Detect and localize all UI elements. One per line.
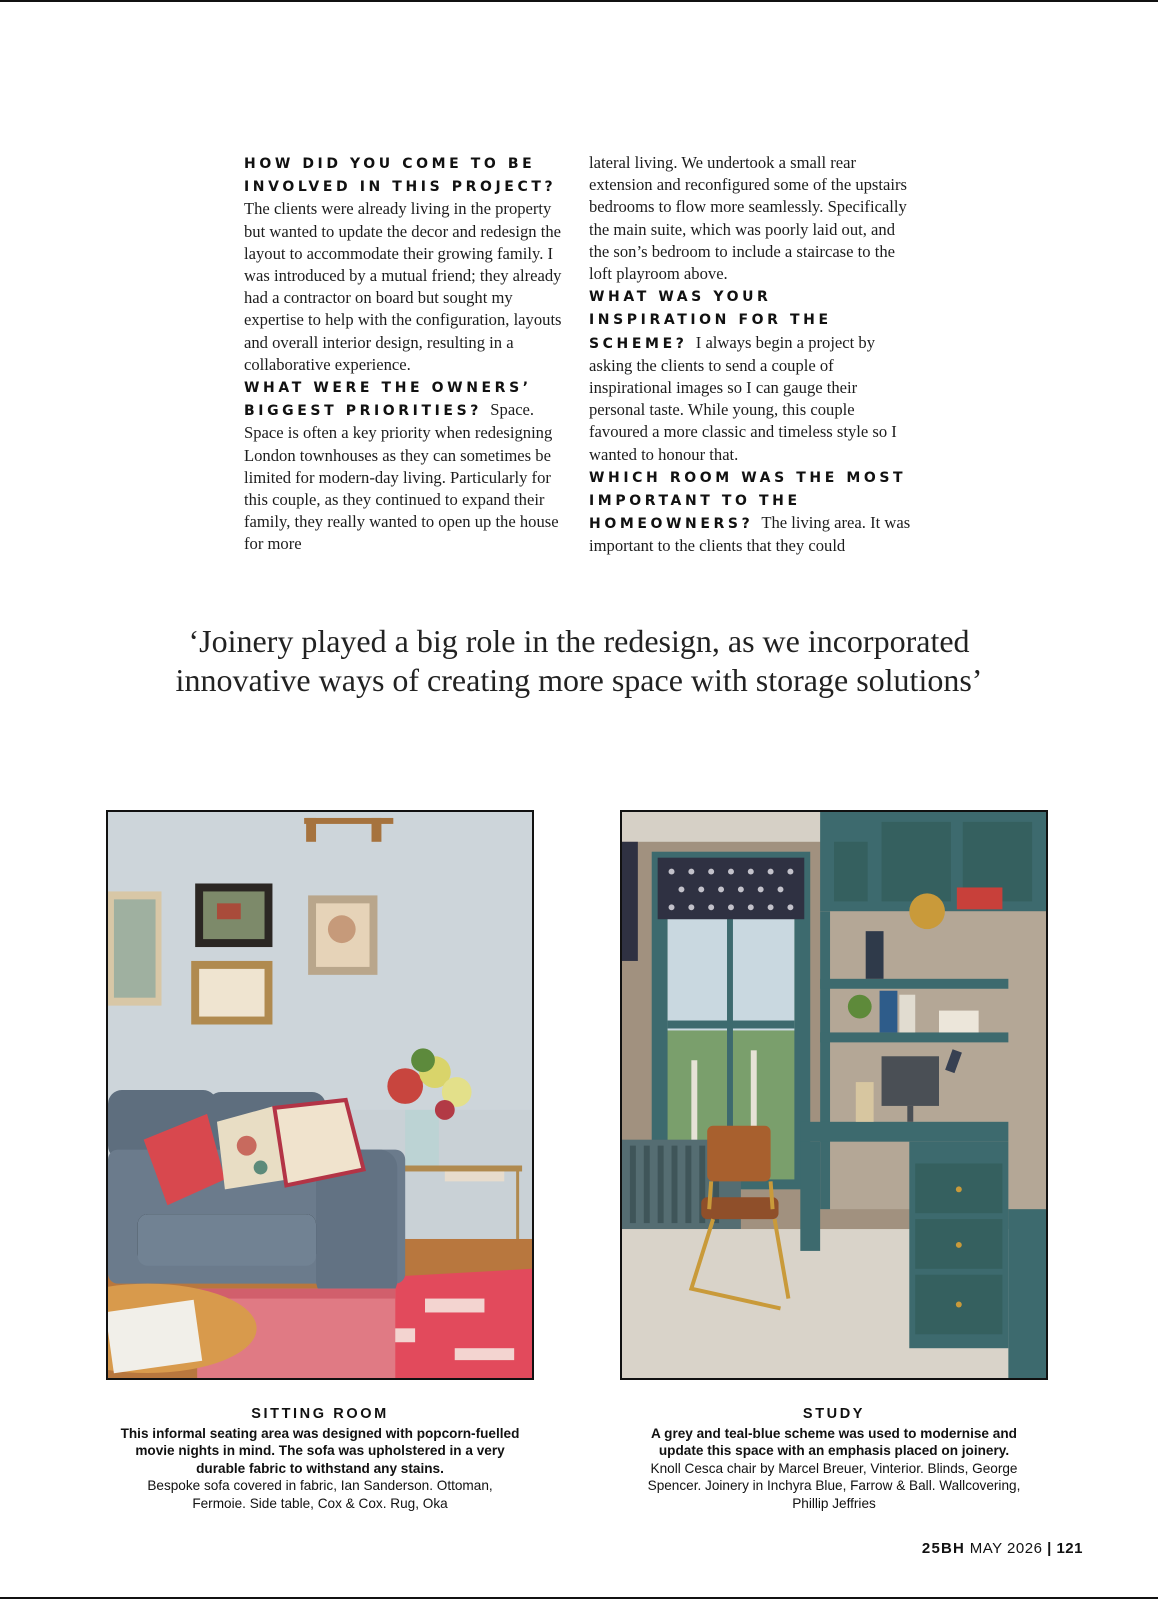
question-heading: WHICH ROOM WAS THE MOST IMPORTANT TO THE HOMEOWNERS? [589, 469, 907, 533]
study-photo [620, 810, 1048, 1380]
pull-quote-line-2: innovative ways of creating more space with storage solutions’ [175, 662, 983, 698]
answer-continued: lateral living. We undertook a small rear extension and reconfigured some of the upstairs bedrooms to flow more seamlessly. Specifically the main suite, which was poorly laid out, and the son’s bedroom to include a staircase to the loft playroom above. [589, 153, 907, 284]
interview-block-3 [589, 285, 917, 466]
caption-title: SITTING ROOM [251, 1406, 389, 1422]
interview-block-4 [589, 466, 917, 558]
magazine-brand: 25BH [921, 1540, 966, 1557]
page-folio [922, 1540, 1083, 1557]
question-heading: WHAT WAS YOUR INSPIRATION FOR THE SCHEME? [589, 289, 832, 352]
sitting-room-photo [106, 810, 534, 1380]
sitting-room-illustration [108, 812, 532, 1378]
question-heading: HOW DID YOU COME TO BE INVOLVED IN THIS PROJECT? [244, 156, 557, 196]
answer-text: Space. Space is often a key priority when redesigning London townhouses as they can sometimes be limited for modern-day living. Particularly for this couple, as they continued to expand their family, they really wanted to open up the house for more [244, 400, 559, 554]
folio-separator: | [1047, 1540, 1052, 1557]
caption-lead: A grey and teal-blue scheme was used to modernise and update this space with an emphasis placed on joinery. [651, 1425, 1017, 1459]
pull-quote [90, 622, 1068, 700]
study-illustration [622, 812, 1046, 1378]
question-heading: WHAT WERE THE OWNERS’ BIGGEST PRIORITIES? [244, 380, 532, 420]
caption-credits: Knoll Cesca chair by Marcel Breuer, Vinterior. Blinds, George Spencer. Joinery in Inchyra Blue, Farrow & Ball. Wallcovering, Phillip Jeffries [647, 1460, 1021, 1511]
pull-quote-line-1: ‘Joinery played a big role in the redesign, as we incorporated [188, 623, 970, 659]
caption-title: STUDY [802, 1406, 866, 1422]
issue-date: MAY 2026 [969, 1540, 1043, 1557]
caption-lead: This informal seating area was designed with popcorn-fuelled movie nights in mind. The sofa was upholstered in a very durable fabric to withstand any stains. [120, 1425, 520, 1476]
interview-block-2 [244, 376, 572, 556]
answer-text: I always begin a project by asking the clients to send a couple of inspirational images so I can gauge their personal taste. While young, this couple favoured a more classic and timeless style so I wanted to honour that. [589, 332, 897, 464]
caption-credits: Bespoke sofa covered in fabric, Ian Sanderson. Ottoman, Fermoie. Side table, Cox & Cox. Rug, Oka [147, 1478, 493, 1511]
caption-study [634, 1406, 1034, 1513]
article-column-right [589, 152, 917, 558]
answer-text: The clients were already living in the property but wanted to update the decor and redesign the layout to accommodate their growing family. I was introduced by a mutual friend; they already had a contractor on board but sought my expertise to help with the configuration, layouts and overall interior design, resulting in a collaborative experience. [244, 199, 562, 374]
top-rule [0, 0, 1158, 2]
caption-sitting-room [120, 1406, 520, 1513]
page-number: 121 [1056, 1540, 1083, 1557]
answer-text: The living area. It was important to the clients that they could [589, 513, 911, 556]
bottom-rule [0, 1597, 1158, 1599]
interview-block-1 [244, 152, 572, 376]
article-column-left [244, 152, 572, 556]
